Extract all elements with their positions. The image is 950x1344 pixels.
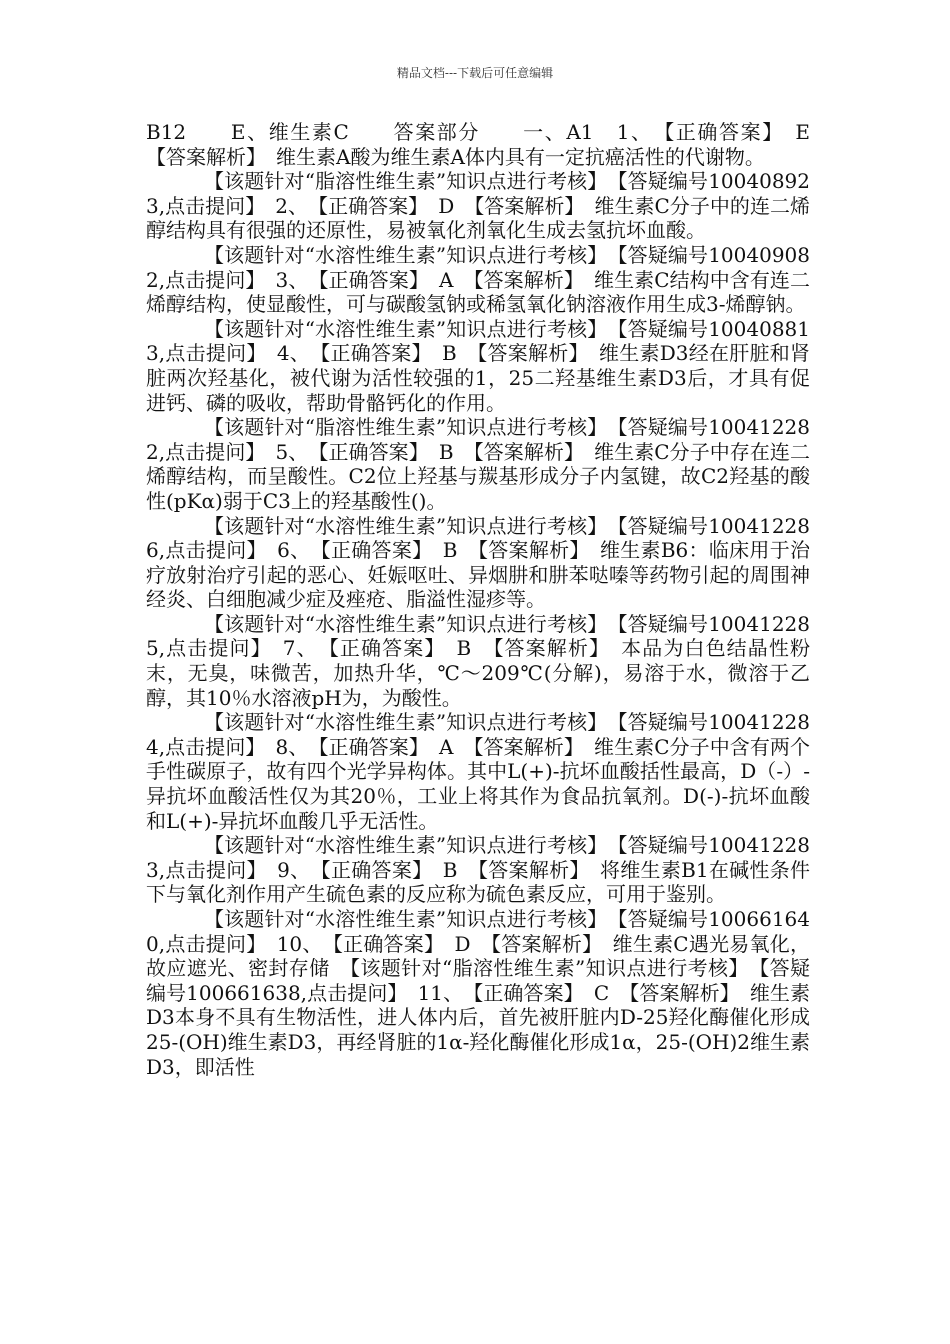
document-body [146,120,830,1079]
paragraph-6: 【该题针对“水溶性维生素”知识点进行考核】 【答疑编号100412286,点击提问】 6、 【正确答案】 B 【答案解析】 维生素B6：临床用于治疗放射治疗引起的恶心、妊娠呕吐、异烟肼和肼苯哒嗪等药物引起的周围神经炎、白细胞减少症及痤疮、脂溢性湿疹等。 [146,513,810,612]
paragraph-1: B12 E、维生素C 答案部分 一、A1 1、 【正确答案】 E 【答案解析】 维生素A酸为维生素A体内具有一定抗癌活性的代谢物。 [146,120,830,169]
paragraph-10: 【该题针对“水溶性维生素”知识点进行考核】 【答疑编号100661640,点击提问】 10、 【正确答案】 D 【答案解析】 维生素C遇光易氧化，故应遮光、密封存储 【该题针对“脂溶性维生素”知识点进行考核】 【答疑编号100661638,点击提问】 11、 【正确答案】 C 【答案解析】 维生素D3本身不具有生物活性，进人体内后，首先被肝脏内D-25羟化酶催化形成25-(OH)维生素D3，再经肾脏的1α-羟化酶催化形成1α，25-(OH)2维生素D3，即活性 [146,907,811,1079]
paragraph-4: 【该题针对“水溶性维生素”知识点进行考核】 【答疑编号100408813,点击提问】 4、 【正确答案】 B 【答案解析】 维生素D3经在肝脏和肾脏两次羟基化，被代谢为活性较强的1，25二羟基维生素D3后，才具有促进钙、磷的吸收，帮助骨骼钙化的作用。 [146,316,810,415]
paragraph-7: 【该题针对“水溶性维生素”知识点进行考核】 【答疑编号100412285,点击提问】 7、 【正确答案】 B 【答案解析】 本品为白色结晶性粉末，无臭，味微苦，加热升华，℃～209℃(分解)，易溶于水，微溶于乙醇，其10％水溶液pH为，为酸性。 [146,611,810,710]
paragraph-2: 【该题针对“脂溶性维生素”知识点进行考核】 【答疑编号100408923,点击提问】 2、 【正确答案】 D 【答案解析】 维生素C分子中的连二烯醇结构具有很强的还原性，易被氧化剂氧化生成去氢抗坏血酸。 [146,169,810,243]
paragraph-9: 【该题针对“水溶性维生素”知识点进行考核】 【答疑编号100412283,点击提问】 9、 【正确答案】 B 【答案解析】 将维生素B1在碱性条件下与氧化剂作用产生硫色素的反应称为硫色素反应，可用于鉴别。 [146,833,810,907]
paragraph-8: 【该题针对“水溶性维生素”知识点进行考核】 【答疑编号100412284,点击提问】 8、 【正确答案】 A 【答案解析】 维生素C分子中含有两个手性碳原子，故有四个光学异构体。其中L(+)-抗坏血酸括性最高，D（-）-异抗坏血酸活性仅为其20％，工业上将其作为食品抗氧剂。D(-)-抗坏血酸和L(+)-异抗坏血酸几乎无活性。 [146,710,810,833]
paragraph-3: 【该题针对“水溶性维生素”知识点进行考核】 【答疑编号100409082,点击提问】 3、 【正确答案】 A 【答案解析】 维生素C结构中含有连二烯醇结构，使显酸性，可与碳酸氢钠或稀氢氧化钠溶液作用生成3-烯醇钠。 [146,242,810,317]
page-header: 精品文档---下载后可任意编辑 [396,66,554,80]
paragraph-5: 【该题针对“脂溶性维生素”知识点进行考核】 【答疑编号100412282,点击提问】 5、 【正确答案】 B 【答案解析】 维生素C分子中存在连二烯醇结构，而呈酸性。C2位上羟基与羰基形成分子内氢键，故C2羟基的酸性(pKα)弱于C3上的羟基酸性()。 [146,415,810,513]
